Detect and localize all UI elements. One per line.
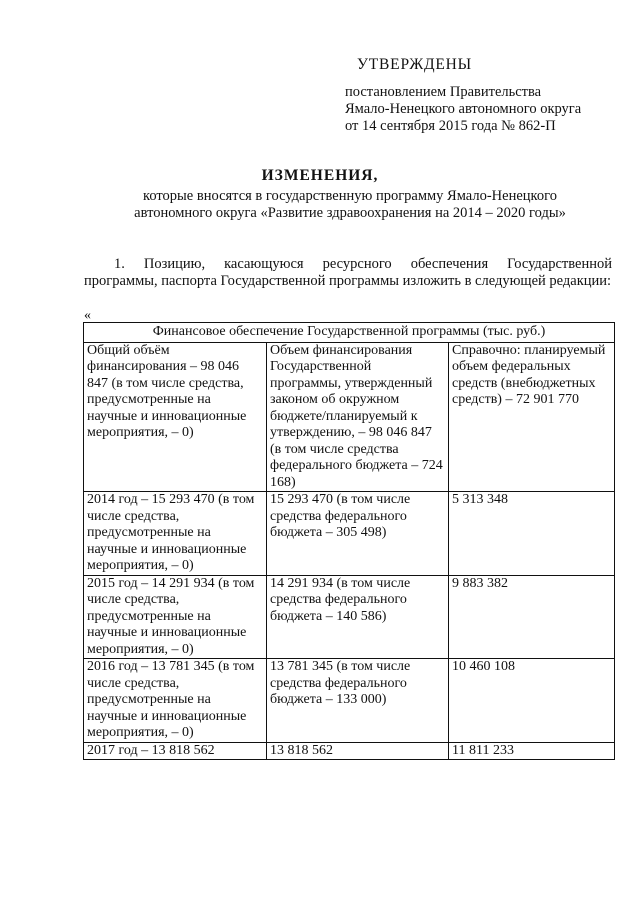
table-row — [84, 742, 615, 760]
approval-line: Ямало-Ненецкого автономного округа — [345, 101, 582, 117]
table-cell: 13 781 345 (в том числе средства федерального бюджета – 133 000) — [267, 659, 449, 743]
table-cell: 13 818 562 — [267, 742, 449, 760]
opening-quote: « — [84, 308, 91, 323]
table-row — [84, 575, 615, 659]
table-row — [84, 342, 615, 492]
table-cell: 9 883 382 — [449, 575, 615, 659]
document-title: ИЗМЕНЕНИЯ, — [261, 167, 379, 184]
document-subtitle: которые вносятся в государственную программу Ямало-Ненецкого автономного округа «Развитие здравоохранения на 2014 – 2020 годы» — [134, 188, 566, 221]
amendment-paragraph: 1. Позицию, касающуюся ресурсного обеспечения Государственной программы, паспорта Государственной программы изложить в следующей редакции: — [84, 256, 612, 289]
table-row — [84, 659, 615, 743]
table-cell: 2016 год – 13 781 345 (в том числе средства, предусмотренные на научные и инновационные мероприятия, – 0) — [84, 659, 267, 743]
table-row — [84, 492, 615, 576]
table-cell: 14 291 934 (в том числе средства федерального бюджета – 140 586) — [267, 575, 449, 659]
table-cell: Объем финансирования Государственной программы, утвержденный законом об окружном бюджете/планируемый к утверждению, – 98 046 847 (в том числе средства федерального бюджета – 724 168) — [267, 342, 449, 492]
table-cell: 10 460 108 — [449, 659, 615, 743]
approval-line: постановлением Правительства — [345, 84, 542, 100]
financing-table — [83, 322, 615, 760]
table-cell: 15 293 470 (в том числе средства федерального бюджета – 305 498) — [267, 492, 449, 576]
approved-heading: УТВЕРЖДЕНЫ — [357, 56, 472, 73]
table-cell: 2017 год – 13 818 562 — [84, 742, 267, 760]
table-cell: Справочно: планируемый объем федеральных средств (внебюджетных средств) – 72 901 770 — [449, 342, 615, 492]
table-cell: 2015 год – 14 291 934 (в том числе средства, предусмотренные на научные и инновационные мероприятия, – 0) — [84, 575, 267, 659]
table-cell: 2014 год – 15 293 470 (в том числе средства, предусмотренные на научные и инновационные мероприятия, – 0) — [84, 492, 267, 576]
table-header: Финансовое обеспечение Государственной программы (тыс. руб.) — [84, 323, 615, 343]
approval-line: от 14 сентября 2015 года № 862-П — [345, 118, 556, 134]
approval-details — [345, 84, 581, 135]
table-cell: 11 811 233 — [449, 742, 615, 760]
table-cell: 5 313 348 — [449, 492, 615, 576]
table-cell: Общий объём финансирования – 98 046 847 (в том числе средства, предусмотренные на научные и инновационные мероприятия, – 0) — [84, 342, 267, 492]
